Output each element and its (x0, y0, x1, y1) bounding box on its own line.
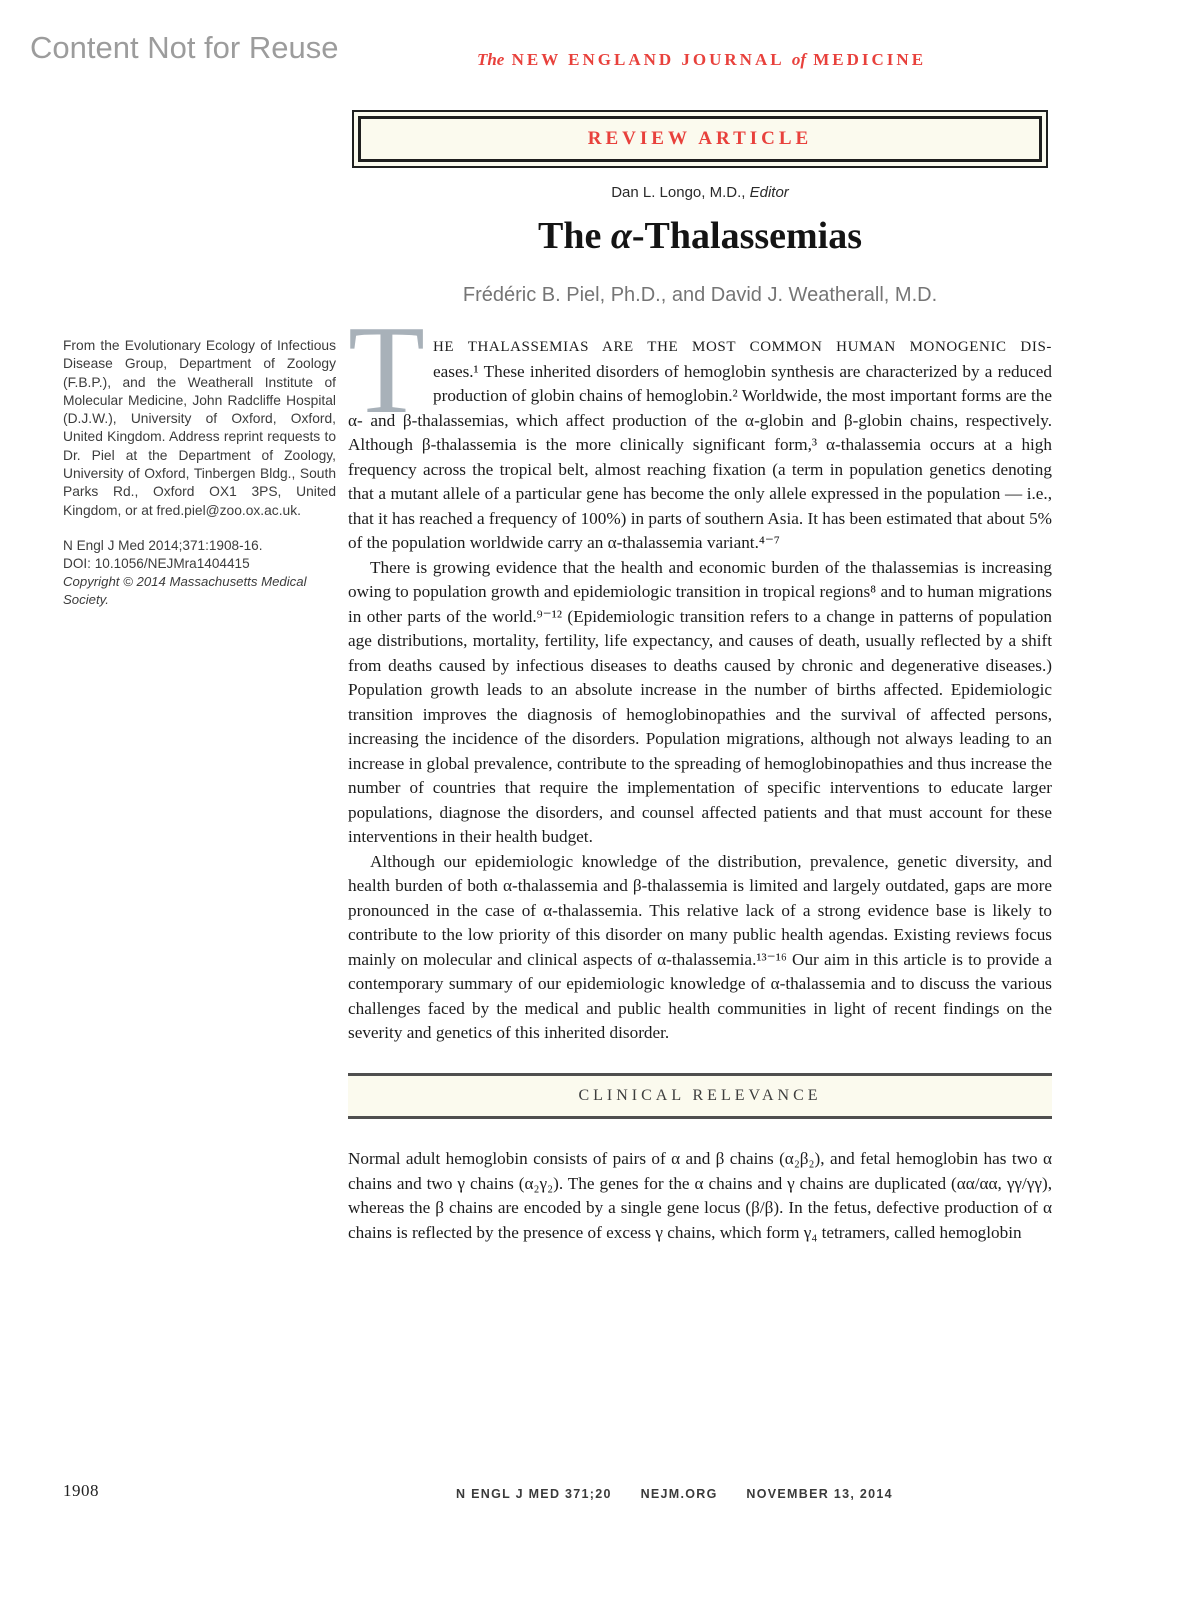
article-title (352, 214, 1048, 258)
title-alpha-glyph: α (610, 215, 632, 257)
affiliation-text: From the Evolutionary Ecology of Infectious Disease Group, Department of Zoology (F.B.P.), and the Weatherall Institute of Molecular Medicine, John Radcliffe Hospital (D.J.W.), University of Oxford, Oxford, United Kingdom. Address reprint requests to Dr. Piel at the Department of Zoology, University of Oxford, Tinbergen Bldg., South Parks Rd., Oxford OX1 3PS, United Kingdom, or at fred.piel@zoo.ox.ac.uk. (63, 338, 336, 518)
article-body-column (348, 301, 1052, 1245)
title-prefix: The (537, 215, 611, 257)
authors-line: Frédéric B. Piel, Ph.D., and David J. Weatherall, M.D. (462, 284, 938, 306)
masthead-the: The (476, 50, 505, 69)
masthead-medicine: MEDICINE (813, 50, 927, 69)
content-reuse-watermark: Content Not for Reuse (30, 30, 339, 65)
masthead-of: of (791, 50, 806, 69)
citation-doi: DOI: 10.1056/NEJMra1404415 (63, 555, 250, 571)
lead-small-caps: HE THALASSEMIAS ARE THE MOST COMMON HUMAN MONOGENIC DIS- (433, 339, 1052, 355)
review-article-label: REVIEW ARTICLE (587, 128, 813, 149)
dropcap-letter: T (348, 301, 425, 440)
clinical-relevance-band (348, 1073, 1052, 1120)
citation-block (63, 537, 336, 609)
title-suffix: -Thalassemias (631, 215, 863, 257)
review-article-banner (352, 110, 1048, 168)
clinical-relevance-heading: CLINICAL RELEVANCE (578, 1086, 822, 1104)
paragraph-intro (348, 301, 1052, 556)
footer-date: NOVEMBER 13, 2014 (746, 1487, 893, 1501)
footer-journal-ref: N ENGL J MED 371;20 (456, 1487, 612, 1501)
footer-site: NEJM.ORG (640, 1487, 718, 1501)
page-number: 1908 (63, 1481, 99, 1500)
citation-reference: N Engl J Med 2014;371:1908-16. (63, 537, 263, 553)
masthead-new-england-journal: NEW ENGLAND JOURNAL (511, 50, 785, 69)
paragraph-burden: There is growing evidence that the health and economic burden of the thalassemias is increasing owing to population growth and epidemiologic transition in tropical regions⁸ and to human migrations in other parts of the world.⁹⁻¹² (Epidemiologic transition refers to a change in patterns of population age distributions, mortality, fertility, life expectancy, and causes of death, usually reflected by a shift from deaths caused by infectious diseases to deaths caused by chronic and degenerative diseases.) Population growth leads to an absolute increase in the number of births affected. Epidemiologic transition improves the diagnosis of hemoglobinopathies and the survival of affected persons, increasing the incidence of the disorders. Population migrations, although not always leading to an increase in global prevalence, contribute to the spreading of hemoglobinopathies and thus increase the number of countries that require the implementation of specific interventions to educate larger populations, diagnose the disorders, and counsel affected patients and that must account for these interventions in their health budget. (348, 557, 1052, 846)
editor-role: Editor (749, 184, 789, 201)
review-article-banner-inner (358, 116, 1042, 162)
editor-line (352, 184, 1048, 201)
affiliation-sidebar (63, 337, 336, 609)
journal-masthead (352, 50, 1048, 70)
footer-journal-line (456, 1487, 893, 1501)
citation-copyright: Copyright © 2014 Massachusetts Medical Society. (63, 573, 307, 607)
paragraph-knowledge-gaps: Although our epidemiologic knowledge of the distribution, prevalence, genetic diversity, and health burden of both α-thalassemia and β-thalassemia is limited and largely outdated, gaps are more pronounced in the case of α-thalassemia. This relative lack of a strong evidence base is likely to contribute to the low priority of this disorder on many public health agendas. Existing reviews focus mainly on molecular and clinical aspects of α-thalassemia.¹³⁻¹⁶ Our aim in this article is to provide a contemporary summary of our epidemiologic knowledge of α-thalassemia and to discuss the various challenges faced by the medical and public health communities in light of recent findings on the severity and genetics of this inherited disorder. (348, 851, 1052, 1042)
paragraph-intro-text: eases.¹ These inherited disorders of hemoglobin synthesis are characterized by a reduced production of globin chains of hemoglobin.² Worldwide, the most important forms are the α- and β-thalassemias, which affect production of the α-globin and β-globin chains, respectively. Although β-thalassemia is the more clinically significant form,³ α-thalassemia occurs at a high frequency across the tropical belt, almost reaching fixation (a term in population genetics denoting that a mutant allele of a particular gene has become the only allele expressed in the population — i.e., that it has reached a frequency of 100%) in parts of southern Asia. It has been estimated that about 5% of the population worldwide carry an α-thalassemia variant.⁴⁻⁷ (348, 361, 1052, 552)
paragraph-hemoglobin: Normal adult hemoglobin consists of pairs of α and β chains (α₂β₂), and fetal hemoglobin has two α chains and two γ chains (α₂γ₂). The genes for the α chains and γ chains are duplicated (αα/αα, γγ/γγ), whereas the β chains are encoded by a single gene locus (β/β). In the fetus, defective production of α chains is reflected by the presence of excess γ chains, which form γ₄ tetramers, called hemoglobin (348, 1149, 1052, 1242)
editor-name: Dan L. Longo, M.D., (611, 184, 746, 201)
